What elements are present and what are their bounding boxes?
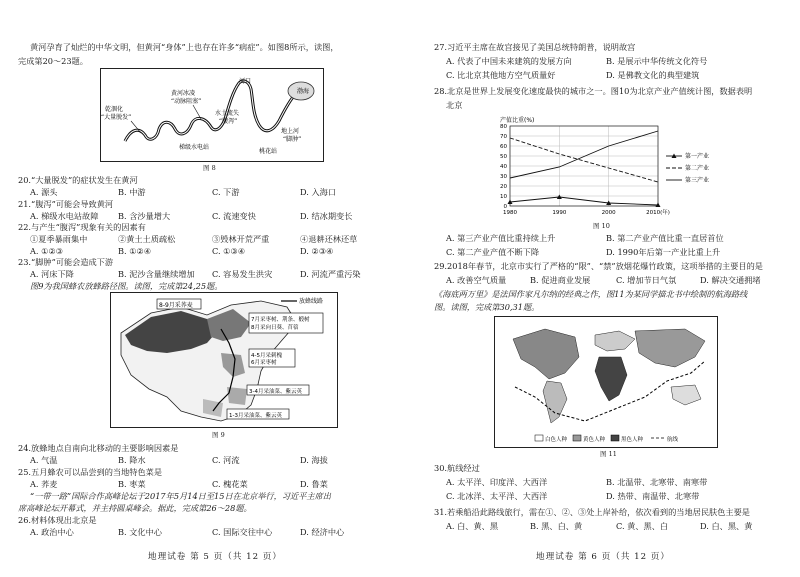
- jieping-label: 黄河冰凌: [171, 90, 196, 97]
- figure-9-intro: 图9为我国蜂农放蜂路径图。读图，完成第24,25题。: [30, 281, 223, 291]
- option: A. 第三产业产值比重持续上升: [446, 233, 556, 243]
- option: C. 比北京其他地方空气质量好: [446, 70, 556, 80]
- legend-white: 白色人种: [545, 437, 568, 443]
- option: A. 白、黄、黑: [446, 521, 499, 531]
- intro-30-line: 《海底两万里》是法国作家凡尔纳的经典之作，图11为某同学描北书中绘制的航海路线: [434, 289, 748, 299]
- y-tick-label: 70: [500, 134, 507, 140]
- question-28-stem: 28.北京是世界上发展变化速度最快的城市之一。图10为北京产业产值统计图，数据表明: [434, 86, 753, 96]
- option: A. 梯级水电站故障: [30, 211, 99, 221]
- intro-26-line: “一带一路”国际合作高峰论坛于2017年5月14日至15日在北京举行，习近平主席出: [30, 491, 331, 501]
- option: D. 鲁菜: [300, 479, 328, 489]
- question-21-stem: 21.“腹泻”可能会导致黄河: [18, 199, 114, 209]
- world-route-map: [495, 317, 717, 447]
- option: B. 促进商业发展: [530, 275, 591, 285]
- option: B. 降水: [118, 455, 146, 465]
- x-tick-label: 2000: [601, 210, 616, 216]
- figure-8-yellow-river: [100, 68, 324, 162]
- industry-share-line-chart: [480, 112, 740, 224]
- factor: ③毁林开荒严重: [212, 234, 270, 244]
- legend-label: 第二产业: [685, 165, 710, 172]
- option: D. 解决交通拥堵: [700, 275, 761, 285]
- option: C. 容易发生洪灾: [212, 269, 273, 279]
- option: D. 是佛教文化的典型建筑: [606, 70, 700, 80]
- y-tick-label: 0: [503, 204, 507, 210]
- hekou-label: 河口: [239, 78, 252, 85]
- tuofa-label-2: “大量脱发”: [101, 114, 132, 121]
- option: D. 海拔: [300, 455, 328, 465]
- legend-yellow: 黄色人种: [583, 437, 606, 443]
- figure-10-caption: 图 10: [593, 222, 610, 230]
- option: A. 气温: [30, 455, 58, 465]
- option: D. 白、黑、黄: [700, 521, 753, 531]
- page-footer: 地理试卷 第 5 页（共 12 页）: [148, 552, 282, 562]
- digan-label: 地上河: [281, 128, 300, 135]
- intro-line: 黄河孕育了灿烂的中华文明，但黄河“身体”上也存在许多“病症”。如图8所示，读图，: [30, 42, 339, 52]
- box-north-2: 8月采向日葵、苜蓿: [251, 325, 299, 331]
- series-line-3: [510, 131, 658, 178]
- page-footer: 地理试卷 第 6 页（共 12 页）: [536, 552, 670, 562]
- option: C. 第二产业产值不断下降: [446, 247, 540, 257]
- figure-10-chart: [480, 112, 740, 224]
- y-tick-label: 10: [500, 194, 507, 200]
- page-6: [400, 0, 800, 577]
- series-line-2: [510, 138, 658, 182]
- x-tick-label: 1980: [503, 210, 517, 216]
- box-south-2: 1-3月采油菜、紫云英: [229, 413, 282, 419]
- xueshi-label: 水土流失: [215, 110, 240, 117]
- intro-30-line: 图。读图，完成第30,31题。: [434, 302, 540, 312]
- option: A. 政治中心: [30, 527, 74, 537]
- option: A. 源头: [30, 187, 58, 197]
- digan-label-2: “脚肿”: [283, 136, 302, 143]
- box-north-1: 7月采枣树、荆条、椴树: [251, 317, 310, 323]
- box-mid-1: 4-5月采刺槐: [251, 353, 282, 359]
- box-buckwheat: 8-9月采荞麦: [159, 302, 193, 309]
- option: D. 1990年后第一产业比重上升: [606, 247, 721, 257]
- option: C. 黄、黑、白: [616, 521, 669, 531]
- legend-black: 黑色人种: [621, 437, 644, 443]
- question-30-stem: 30.航线经过: [434, 463, 480, 473]
- option: D. ②③④: [300, 246, 334, 256]
- option: C. 槐花菜: [212, 479, 248, 489]
- taohua-label: 桃花站: [259, 148, 278, 155]
- y-tick-label: 50: [500, 154, 507, 160]
- option: B. 黑、白、黄: [530, 521, 583, 531]
- factor: ①夏季暴雨集中: [30, 234, 88, 244]
- question-20-stem: 20.“大量脱发”的症状发生在黄河: [18, 175, 138, 185]
- option: D. 河流严重污染: [300, 269, 361, 279]
- option: B. ①②④: [118, 246, 152, 256]
- x-tick-label: 1990: [552, 210, 567, 216]
- option: C. ①③④: [212, 246, 246, 256]
- legend-route: 航线: [667, 437, 679, 443]
- factor: ④退耕还林还草: [300, 234, 358, 244]
- option: A. 荞麦: [30, 479, 58, 489]
- box-mid-2: 6月采枣树: [251, 360, 277, 366]
- option: B. 北温带、北寒带、南寒带: [606, 477, 708, 487]
- option: A. 太平洋、印度洋、大西洋: [446, 477, 548, 487]
- option: D. 结冰期变长: [300, 211, 353, 221]
- question-29-stem: 29.2018年春节，北京市实行了严格的“限”、“禁”放烟花爆竹政策，这项举措的主要目的是: [434, 261, 763, 271]
- figure-11-world-map: [494, 316, 718, 448]
- option: B. 文化中心: [118, 527, 162, 537]
- factor: ②黄土土质疏松: [118, 234, 176, 244]
- option: B. 枣菜: [118, 479, 146, 489]
- figure-9-bee-route-map: [110, 292, 338, 428]
- option: C. 流速变快: [212, 211, 256, 221]
- hydropower-label: 梯级水电站: [179, 144, 210, 151]
- question-28-stem-2: 北京: [446, 100, 463, 110]
- jieping-label-2: “动脉阻塞”: [171, 98, 202, 105]
- tuofa-label: 乾涸化: [105, 106, 124, 113]
- option: B. 泥沙含量继续增加: [118, 269, 195, 279]
- intro-line: 完成第20～23题。: [18, 56, 88, 66]
- figure-8-caption: 图 8: [203, 164, 216, 172]
- option: C. 增加节日气氛: [616, 275, 677, 285]
- y-tick-label: 60: [500, 144, 507, 150]
- option: B. 第二产业产值比重一直居首位: [606, 233, 724, 243]
- china-map: [111, 293, 337, 427]
- question-23-stem: 23.“脚肿”可能会造成下游: [18, 257, 114, 267]
- question-22-stem: 22.与产生“腹泻”现象有关的因素有: [18, 222, 146, 232]
- option: A. 改善空气质量: [446, 275, 507, 285]
- yellow-river-map: [101, 69, 323, 161]
- option: A. 河床下降: [30, 269, 74, 279]
- option: C. 国际交往中心: [212, 527, 273, 537]
- xueshi-label-2: “腹泻”: [219, 118, 238, 125]
- option: B. 中游: [118, 187, 146, 197]
- legend-label: 第一产业: [685, 153, 710, 160]
- option: D. 经济中心: [300, 527, 345, 537]
- intro-26-line: 席高峰论坛开幕式，并主持圆桌峰会。据此，完成第26～28题。: [18, 503, 252, 513]
- figure-11-caption: 图 11: [600, 450, 617, 458]
- y-axis-label: 产值比重(%): [500, 117, 535, 124]
- option: A. 代表了中国未来建筑的发展方向: [446, 56, 572, 66]
- y-tick-label: 20: [500, 184, 507, 190]
- y-tick-label: 30: [500, 174, 507, 180]
- option: B. 是展示中华传统文化符号: [606, 56, 708, 66]
- option: C. 下游: [212, 187, 240, 197]
- question-25-stem: 25.五月蜂农可以品尝到的当地特色菜是: [18, 467, 163, 477]
- leader-line: [193, 105, 201, 119]
- option: A. ①②③: [30, 246, 64, 256]
- option: D. 热带、南温带、北寒带: [606, 491, 700, 501]
- y-tick-label: 80: [500, 124, 507, 130]
- bohai-label: 渤海: [297, 88, 310, 95]
- option: D. 入海口: [300, 187, 337, 197]
- figure-9-caption: 图 9: [212, 431, 225, 439]
- question-31-stem: 31.若乘船沿此路线旅行，需在①、②、③处上岸补给，依次看到的当地居民肤色主要是: [434, 507, 750, 517]
- option: C. 北冰洋、太平洋、大西洋: [446, 491, 548, 501]
- box-south-1: 3-4月采油菜、紫云英: [249, 389, 302, 395]
- option: C. 河流: [212, 455, 240, 465]
- legend-label: 第三产业: [685, 177, 710, 184]
- question-24-stem: 24.放蜂地点自南向北移动的主要影响因素是: [18, 443, 179, 453]
- question-27-stem: 27.习近平主席在故宫接见了美国总统特朗普，说明故宫: [434, 42, 636, 52]
- x-tick-label: 2010(年): [646, 210, 670, 216]
- question-26-stem: 26.材料体现出北京是: [18, 515, 97, 525]
- y-tick-label: 40: [500, 164, 507, 170]
- option: B. 含沙量增大: [118, 211, 171, 221]
- legend-label: 放蜂线路: [299, 298, 324, 305]
- series-line-1: [510, 197, 658, 205]
